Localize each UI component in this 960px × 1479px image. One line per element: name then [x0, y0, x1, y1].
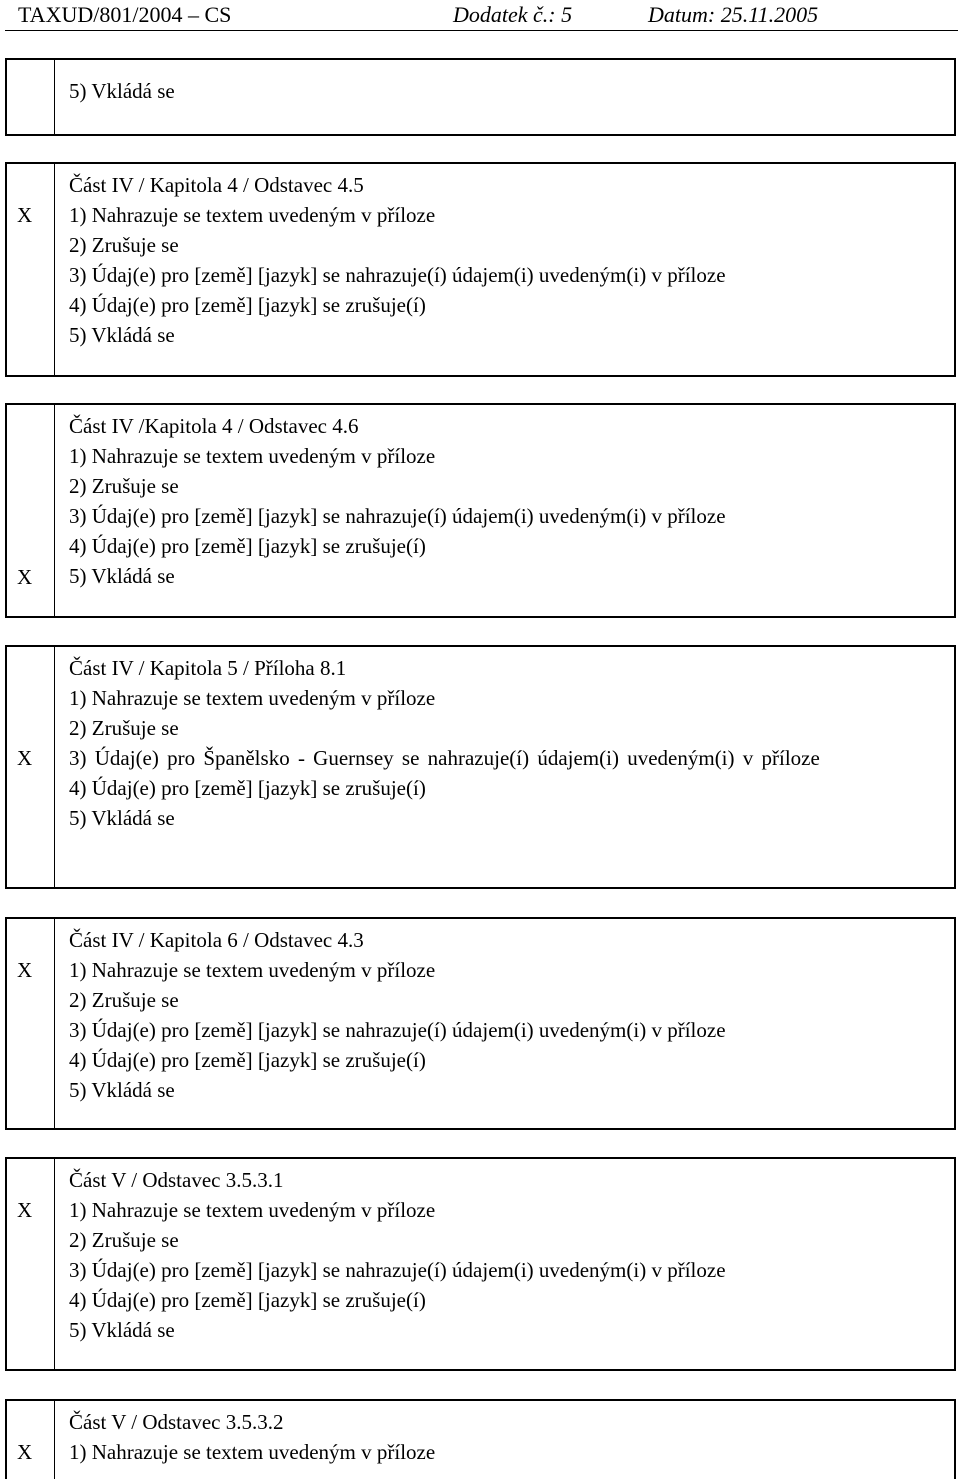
- option-line: 3) Údaj(e) pro [země] [jazyk] se nahrazuje(í) údajem(i) uvedeným(i) v příloze: [69, 1258, 726, 1282]
- option-line: 2) Zrušuje se: [69, 474, 179, 498]
- option-line: 3) Údaj(e) pro [země] [jazyk] se nahrazuje(í) údajem(i) uvedeným(i) v příloze: [69, 504, 726, 528]
- option-line: 3) Údaj(e) pro Španělsko - Guernsey se nahrazuje(í) údajem(i) uvedeným(i) v příloze: [69, 746, 820, 770]
- option-line: 5) Vkládá se: [69, 323, 175, 347]
- option-line: 4) Údaj(e) pro [země] [jazyk] se zrušuje(í): [69, 534, 426, 558]
- document-date: Datum: 25.11.2005: [648, 2, 819, 27]
- option-line: 4) Údaj(e) pro [země] [jazyk] se zrušuje(í): [69, 293, 426, 317]
- option-line: 3) Údaj(e) pro [země] [jazyk] se nahrazuje(í) údajem(i) uvedeným(i) v příloze: [69, 263, 726, 287]
- block-content: [69, 925, 946, 1105]
- block-content: [69, 1407, 946, 1467]
- amendment-block-2: [5, 403, 956, 618]
- option-line: 5) Vkládá se: [69, 1318, 175, 1342]
- option-line: 4) Údaj(e) pro [země] [jazyk] se zrušuje(í): [69, 1048, 426, 1072]
- selection-mark: X: [17, 1440, 33, 1464]
- block-content: [69, 653, 946, 833]
- column-divider: [54, 164, 55, 375]
- column-divider: [54, 60, 55, 134]
- option-line: 2) Zrušuje se: [69, 716, 179, 740]
- annex-number: Dodatek č.: 5: [453, 2, 573, 27]
- option-line: 5) Vkládá se: [69, 1078, 175, 1102]
- section-title: Část IV / Kapitola 4 / Odstavec 4.5: [69, 173, 364, 197]
- selection-mark: X: [17, 203, 33, 227]
- column-divider: [54, 1401, 55, 1479]
- section-title: Část IV /Kapitola 4 / Odstavec 4.6: [69, 414, 359, 438]
- amendment-block-3: [5, 645, 956, 889]
- amendment-block-5: [5, 1157, 956, 1371]
- option-line: 2) Zrušuje se: [69, 1228, 179, 1252]
- selection-mark: X: [17, 746, 33, 770]
- column-divider: [54, 647, 55, 887]
- column-divider: [54, 919, 55, 1128]
- option-line: 5) Vkládá se: [69, 79, 175, 103]
- column-divider: [54, 1159, 55, 1369]
- selection-mark: X: [17, 1198, 33, 1222]
- section-title: Část IV / Kapitola 6 / Odstavec 4.3: [69, 928, 364, 952]
- amendment-block-4: [5, 917, 956, 1130]
- option-line: 1) Nahrazuje se textem uvedeným v příloze: [69, 1440, 436, 1464]
- option-line: 4) Údaj(e) pro [země] [jazyk] se zrušuje(í): [69, 776, 426, 800]
- option-line: 3) Údaj(e) pro [země] [jazyk] se nahrazuje(í) údajem(i) uvedeným(i) v příloze: [69, 1018, 726, 1042]
- block-content: [69, 1165, 946, 1345]
- option-line: 1) Nahrazuje se textem uvedeným v příloze: [69, 958, 436, 982]
- amendment-block-6: [5, 1399, 956, 1479]
- option-line: 1) Nahrazuje se textem uvedeným v příloze: [69, 444, 436, 468]
- section-title: Část V / Odstavec 3.5.3.1: [69, 1168, 284, 1192]
- amendment-block-1: [5, 162, 956, 377]
- block-content: [69, 411, 946, 591]
- section-title: Část IV / Kapitola 5 / Příloha 8.1: [69, 656, 347, 680]
- block-content: [69, 170, 946, 350]
- option-line: 1) Nahrazuje se textem uvedeným v příloze: [69, 203, 436, 227]
- option-line: 4) Údaj(e) pro [země] [jazyk] se zrušuje(í): [69, 1288, 426, 1312]
- selection-mark: X: [17, 958, 33, 982]
- block-content: [69, 76, 946, 106]
- option-line: 2) Zrušuje se: [69, 233, 179, 257]
- amendment-block-0: [5, 58, 956, 136]
- selection-mark: X: [17, 565, 33, 589]
- header-rule: [5, 30, 958, 31]
- option-line: 5) Vkládá se: [69, 564, 175, 588]
- document-id: TAXUD/801/2004 – CS: [18, 2, 232, 27]
- section-title: Část V / Odstavec 3.5.3.2: [69, 1410, 284, 1434]
- option-line: 1) Nahrazuje se textem uvedeným v příloze: [69, 1198, 436, 1222]
- option-line: 2) Zrušuje se: [69, 988, 179, 1012]
- option-line: 1) Nahrazuje se textem uvedeným v příloze: [69, 686, 436, 710]
- column-divider: [54, 405, 55, 616]
- option-line: 5) Vkládá se: [69, 806, 175, 830]
